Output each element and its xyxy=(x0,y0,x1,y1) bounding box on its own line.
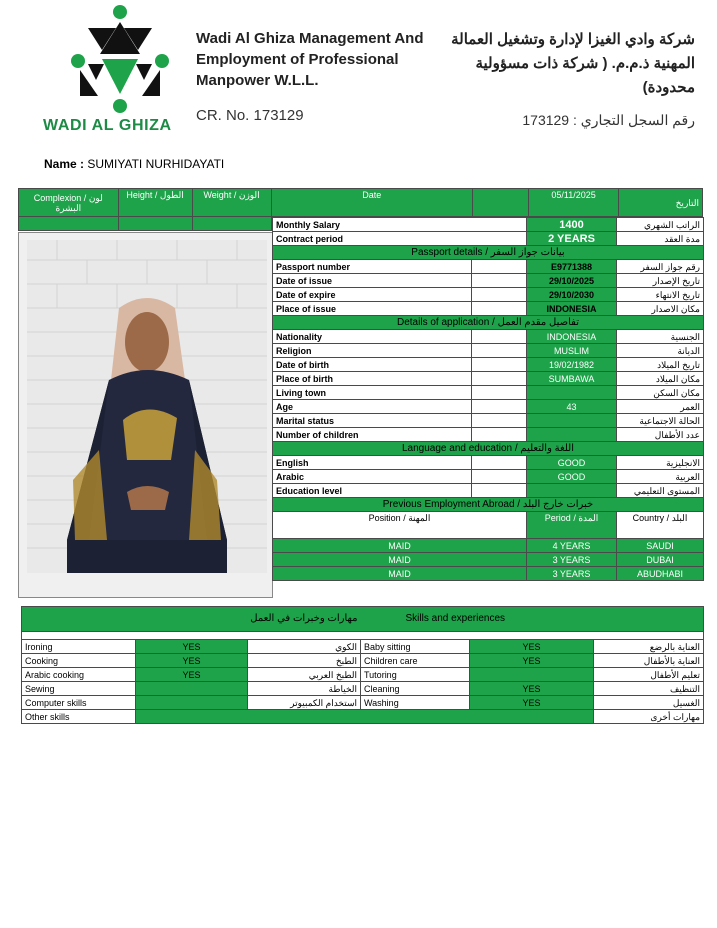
skill-tutoring-value xyxy=(470,668,594,682)
weight-value xyxy=(192,217,271,231)
employment-header: Previous Employment Abroad / خبرات خارج البلد xyxy=(273,498,704,512)
issue-date-ar: تاريخ الإصدار xyxy=(617,274,704,288)
employment-col-headers xyxy=(273,512,704,539)
date-spacer xyxy=(472,189,528,217)
skill-ironing-ar: الكوي xyxy=(248,640,361,654)
skill-arabic-cooking: Arabic cooking xyxy=(22,668,136,682)
application-header: Details of application / تفاصيل مقدم العمل xyxy=(273,316,704,330)
skill-sewing: Sewing xyxy=(22,682,136,696)
birth-date-ar: تاريخ الميلاد xyxy=(617,358,704,372)
issue-date-label: Date of issue xyxy=(273,274,472,288)
date-value: 05/11/2025 xyxy=(529,189,618,217)
skill-children-care-value: YES xyxy=(470,654,594,668)
english-value: GOOD xyxy=(527,456,617,470)
skill-sewing-ar: الخياطة xyxy=(248,682,361,696)
skill-row xyxy=(22,640,704,654)
job-country: ABUDHABI xyxy=(617,567,704,581)
job-position: MAID xyxy=(273,553,527,567)
skills-table xyxy=(21,606,704,724)
job-period: 3 YEARS xyxy=(527,553,617,567)
application-row xyxy=(273,358,704,372)
nationality-ar: الجنسية xyxy=(617,330,704,344)
details-table xyxy=(272,217,704,581)
country-header: Country / البلد xyxy=(617,512,704,539)
applicant-name-line xyxy=(44,157,224,171)
birth-place-ar: مكان الميلاد xyxy=(617,372,704,386)
birth-place-label: Place of birth xyxy=(273,372,472,386)
skill-cleaning: Cleaning xyxy=(361,682,470,696)
skill-babysitting: Baby sitting xyxy=(361,640,470,654)
birth-date-label: Date of birth xyxy=(273,358,472,372)
arabic-ar: العربية xyxy=(617,470,704,484)
application-row xyxy=(273,372,704,386)
contract-label-ar: مدة العقد xyxy=(617,232,704,246)
application-row xyxy=(273,414,704,428)
cr-number-en: CR. No. 173129 xyxy=(196,107,304,124)
expire-date-label: Date of expire xyxy=(273,288,472,302)
arabic-label: Arabic xyxy=(273,470,472,484)
job-period: 4 YEARS xyxy=(527,539,617,553)
english-label: English xyxy=(273,456,472,470)
skill-cleaning-ar: التنظيف xyxy=(594,682,704,696)
complexion-label: Complexion / لون البشرة xyxy=(19,189,119,217)
expire-date-ar: تاريخ الانتهاء xyxy=(617,288,704,302)
skill-washing-ar: الغسيل xyxy=(594,696,704,710)
age-ar: العمر xyxy=(617,400,704,414)
passport-row xyxy=(273,274,704,288)
passport-row xyxy=(273,288,704,302)
skill-sewing-value xyxy=(136,682,248,696)
marital-status-value xyxy=(527,414,617,428)
skill-computer-ar: استخدام الكمبيوتر xyxy=(248,696,361,710)
date-label: Date xyxy=(271,189,472,217)
complexion-value xyxy=(19,217,119,231)
salary-label-ar: الراتب الشهري xyxy=(617,218,704,232)
arabic-value: GOOD xyxy=(527,470,617,484)
marital-status-ar: الحالة الاجتماعية xyxy=(617,414,704,428)
skill-children-care: Children care xyxy=(361,654,470,668)
expire-date-value: 29/10/2030 xyxy=(527,288,617,302)
skill-row-other xyxy=(22,710,704,724)
skill-cooking: Cooking xyxy=(22,654,136,668)
passport-number-label: Passport number xyxy=(273,260,472,274)
skill-babysitting-ar: العناية بالرضع xyxy=(594,640,704,654)
contract-label: Contract period xyxy=(273,232,527,246)
height-value xyxy=(118,217,192,231)
skill-row xyxy=(22,682,704,696)
living-town-ar: مكان السكن xyxy=(617,386,704,400)
issue-place-ar: مكان الاصدار xyxy=(617,302,704,316)
living-town-value xyxy=(527,386,617,400)
education-ar: المستوى التعليمي xyxy=(617,484,704,498)
skill-cooking-value: YES xyxy=(136,654,248,668)
english-ar: الانجليزية xyxy=(617,456,704,470)
nationality-label: Nationality xyxy=(273,330,472,344)
application-row xyxy=(273,400,704,414)
position-header: Position / المهنة xyxy=(273,512,527,539)
issue-place-value: INDONESIA xyxy=(527,302,617,316)
skill-tutoring-ar: تعليم الأطفال xyxy=(594,668,704,682)
application-row xyxy=(273,428,704,442)
skill-other-value xyxy=(136,710,594,724)
weight-label: Weight / الوزن xyxy=(192,189,271,217)
period-header: Period / المدة xyxy=(527,512,617,539)
religion-ar: الديانة xyxy=(617,344,704,358)
religion-label: Religion xyxy=(273,344,472,358)
name-label: Name : xyxy=(44,157,85,171)
skill-computer-value xyxy=(136,696,248,710)
religion-value: MUSLIM xyxy=(527,344,617,358)
skill-row xyxy=(22,668,704,682)
contract-row xyxy=(273,232,704,246)
passport-header: Passport details / بيانات جواز السفر xyxy=(273,246,704,260)
skill-children-care-ar: العناية بالأطفال xyxy=(594,654,704,668)
language-row xyxy=(273,470,704,484)
skill-cleaning-value: YES xyxy=(470,682,594,696)
skill-row xyxy=(22,696,704,710)
application-row xyxy=(273,344,704,358)
passport-number-value: E9771388 xyxy=(527,260,617,274)
person-photo-icon xyxy=(27,240,267,573)
skill-cooking-ar: الطبخ xyxy=(248,654,361,668)
job-country: SAUDI xyxy=(617,539,704,553)
height-label: Height / الطول xyxy=(118,189,192,217)
salary-label: Monthly Salary xyxy=(273,218,527,232)
language-header: Language and education / اللغة والتعليم xyxy=(273,442,704,456)
applicant-photo xyxy=(27,240,267,573)
education-label: Education level xyxy=(273,484,472,498)
brand-name: WADI AL GHIZA xyxy=(43,117,172,134)
education-value xyxy=(527,484,617,498)
marital-status-label: Marital status xyxy=(273,414,472,428)
age-value: 43 xyxy=(527,400,617,414)
job-country: DUBAI xyxy=(617,553,704,567)
birth-date-value: 19/02/1982 xyxy=(527,358,617,372)
company-logo xyxy=(68,4,173,116)
skill-other-ar: مهارات أخرى xyxy=(594,710,704,724)
age-label: Age xyxy=(273,400,472,414)
logo-icon xyxy=(68,4,173,116)
children-label: Number of children xyxy=(273,428,472,442)
skill-washing-value: YES xyxy=(470,696,594,710)
issue-place-label: Place of issue xyxy=(273,302,472,316)
employment-row xyxy=(273,539,704,553)
employment-row xyxy=(273,567,704,581)
passport-row xyxy=(273,302,704,316)
salary-row xyxy=(273,218,704,232)
skill-washing: Washing xyxy=(361,696,470,710)
skill-ironing-value: YES xyxy=(136,640,248,654)
skill-ironing: Ironing xyxy=(22,640,136,654)
application-row xyxy=(273,330,704,344)
living-town-label: Living town xyxy=(273,386,472,400)
passport-row xyxy=(273,260,704,274)
applicant-name: SUMIYATI NURHIDAYATI xyxy=(87,157,225,171)
salary-value: 1400 xyxy=(527,218,617,232)
skills-header-ar: مهارات وخبرات في العمل xyxy=(22,607,361,632)
job-position: MAID xyxy=(273,567,527,581)
job-position: MAID xyxy=(273,539,527,553)
language-row xyxy=(273,484,704,498)
birth-place-value: SUMBAWA xyxy=(527,372,617,386)
nationality-value: INDONESIA xyxy=(527,330,617,344)
issue-date-value: 29/10/2025 xyxy=(527,274,617,288)
company-name-en: Wadi Al Ghiza Management And Employment of Professional Manpower W.L.L. xyxy=(196,30,424,89)
children-ar: عدد الأطفال xyxy=(617,428,704,442)
language-row xyxy=(273,456,704,470)
skill-tutoring: Tutoring xyxy=(361,668,470,682)
application-row xyxy=(273,386,704,400)
skill-babysitting-value: YES xyxy=(470,640,594,654)
date-label-ar: التاريخ xyxy=(618,189,702,217)
skill-other: Other skills xyxy=(22,710,136,724)
job-period: 3 YEARS xyxy=(527,567,617,581)
children-value xyxy=(527,428,617,442)
skill-arabic-cooking-value: YES xyxy=(136,668,248,682)
skill-computer: Computer skills xyxy=(22,696,136,710)
company-name-ar: شركة وادي الغيزا لإدارة وتشغيل العمالة المهنية ذ.م.م. ( شركة ذات مسؤولية محدودة) xyxy=(451,31,695,96)
passport-number-ar: رقم جواز السفر xyxy=(617,260,704,274)
contract-value: 2 YEARS xyxy=(527,232,617,246)
cr-number-ar: رقم السجل التجاري : 173129 xyxy=(522,112,695,128)
skills-header-en: Skills and experiences xyxy=(361,607,704,632)
employment-row xyxy=(273,553,704,567)
skill-row xyxy=(22,654,704,668)
skill-arabic-cooking-ar: الطبخ العربي xyxy=(248,668,361,682)
